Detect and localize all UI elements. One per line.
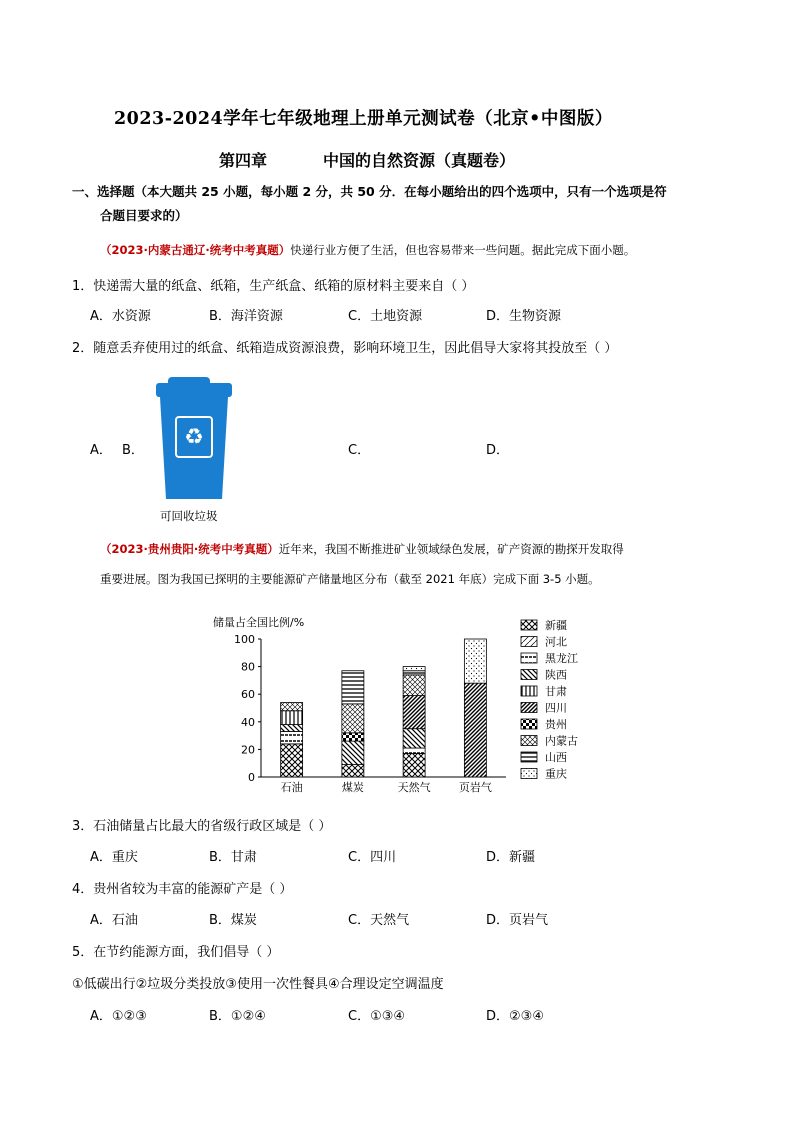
q4-option-c[interactable]: C．天然气 (348, 913, 410, 928)
legend-swatch (521, 686, 537, 696)
bar-segment-内蒙古 (403, 675, 425, 696)
bar-segment-新疆 (281, 744, 303, 777)
legend-swatch (521, 703, 537, 713)
q5-option-b[interactable]: B．①②④ (209, 1009, 266, 1024)
q1-option-b[interactable]: B．海洋资源 (209, 309, 283, 324)
legend-label: 贵州 (545, 718, 567, 731)
q3-option-b[interactable]: B．甘肃 (209, 850, 257, 865)
legend-swatch (521, 670, 537, 680)
legend-label: 甘肃 (545, 685, 567, 698)
x-tick-label: 天然气 (397, 781, 431, 794)
passage-text: 近年来，我国不断推进矿业领域绿色发展，矿产资源的勘探开发取得 (278, 542, 624, 556)
y-tick-label: 80 (241, 660, 255, 674)
q3-option-a[interactable]: A．重庆 (90, 850, 138, 865)
q5-option-a[interactable]: A．①②③ (90, 1009, 147, 1024)
question-5-statements: ①低碳出行②垃圾分类投放③使用一次性餐具④合理设定空调温度 (72, 977, 444, 992)
bar-segment-重庆 (464, 639, 486, 683)
passage-1 (100, 242, 635, 258)
legend-label: 四川 (545, 701, 567, 715)
q2-option-a[interactable]: A． (90, 443, 112, 458)
q2-option-d[interactable]: D． (486, 443, 510, 458)
legend-swatch (521, 719, 537, 729)
q1-option-a[interactable]: A．水资源 (90, 309, 151, 324)
page-title: 2023-2024学年七年级地理上册单元测试卷（北京•中图版） (114, 109, 613, 129)
question-1-stem: 1．快递需大量的纸盒、纸箱，生产纸盒、纸箱的原材料主要来自（ ） (72, 279, 475, 294)
y-tick-label: 100 (234, 633, 255, 646)
bar-segment-甘肃 (281, 711, 303, 725)
legend-swatch (521, 752, 537, 762)
legend-label: 山西 (545, 751, 567, 764)
legend-swatch (521, 653, 537, 663)
q4-option-d[interactable]: D．页岩气 (486, 913, 549, 928)
bar-segment-陕西 (342, 741, 364, 764)
question-2-stem: 2．随意丢弃使用过的纸盒、纸箱造成资源浪费，影响环境卫生，因此倡导大家将其投放至（ ） (72, 341, 618, 356)
legend-label: 河北 (545, 635, 567, 649)
chapter-title: 中国的自然资源（真题卷） (323, 151, 516, 170)
passage-text: 快递行业方便了生活，但也容易带来一些问题。据此完成下面小题。 (290, 243, 636, 257)
q2-option-c[interactable]: C． (348, 443, 371, 458)
bar-segment-山西 (342, 671, 364, 704)
bar-segment-重庆 (403, 667, 425, 671)
bar-segment-四川 (464, 683, 486, 777)
passage-source: （2023·贵州贵阳·统考中考真题） (100, 542, 279, 556)
bar-segment-黑龙江 (281, 731, 303, 743)
recycle-bin-icon (156, 377, 232, 499)
bar-segment-陕西 (281, 725, 303, 732)
legend-swatch (521, 620, 537, 630)
legend-label: 重庆 (545, 767, 567, 781)
legend-label: 内蒙古 (545, 734, 578, 748)
q2-option-b[interactable]: B． (122, 443, 144, 458)
x-tick-label: 页岩气 (458, 781, 492, 794)
bar-segment-新疆 (403, 754, 425, 777)
bar-segment-内蒙古 (281, 702, 303, 710)
question-4-stem: 4．贵州省较为丰富的能源矿产是（ ） (72, 882, 293, 897)
bar-segment-内蒙古 (342, 704, 364, 733)
recycle-symbol-icon: ♻ (184, 425, 204, 450)
q1-option-d[interactable]: D．生物资源 (486, 309, 562, 324)
question-3-stem: 3．石油储量占比最大的省级行政区域是（ ） (72, 819, 332, 834)
legend-label: 黑龙江 (545, 652, 578, 665)
bin-label: 可回收垃圾 (160, 509, 218, 523)
q3-option-c[interactable]: C．四川 (348, 850, 397, 865)
y-tick-label: 40 (241, 715, 255, 729)
legend-swatch (521, 769, 537, 779)
q5-option-d[interactable]: D．②③④ (486, 1009, 544, 1024)
q1-option-c[interactable]: C．土地资源 (348, 309, 423, 324)
y-tick-label: 60 (241, 688, 255, 702)
legend-swatch (521, 637, 537, 647)
question-5-stem: 5．在节约能源方面，我们倡导（ ） (72, 945, 280, 960)
legend-swatch (521, 736, 537, 746)
q3-option-d[interactable]: D．新疆 (486, 850, 536, 865)
section-heading-cont: 合题目要求的） (100, 208, 188, 223)
y-tick-label: 0 (248, 771, 255, 784)
bar-segment-新疆 (342, 765, 364, 777)
chapter-label: 第四章 (219, 151, 268, 170)
legend-label: 新疆 (545, 619, 567, 632)
bar-segment-山西 (403, 671, 425, 675)
bar-segment-四川 (403, 696, 425, 729)
section-heading: 一、选择题（本大题共 25 小题，每小题 2 分，共 50 分．在每小题给出的四个选项中，只有一个选项是符 (72, 184, 667, 199)
x-tick-label: 煤炭 (341, 781, 364, 794)
bar-segment-贵州 (342, 733, 364, 741)
q4-option-b[interactable]: B．煤炭 (209, 913, 257, 928)
passage-2-cont: 重要进展。图为我国已探明的主要能源矿产储量地区分布（截至 2021 年底）完成下面 3-5 小题。 (100, 572, 600, 586)
legend-label: 陕西 (545, 668, 567, 682)
passage-source: （2023·内蒙古通辽·统考中考真题） (100, 243, 291, 257)
y-axis-label: 储量占全国比例/% (213, 616, 305, 629)
passage-2 (100, 541, 624, 557)
q4-option-a[interactable]: A．石油 (90, 913, 138, 928)
q5-option-c[interactable]: C．①③④ (348, 1009, 406, 1024)
bar-segment-陕西 (403, 729, 425, 748)
x-tick-label: 石油 (280, 781, 303, 794)
energy-reserve-chart (205, 612, 605, 800)
y-tick-label: 20 (241, 743, 255, 757)
recycle-bin-illustration (150, 375, 240, 505)
bar-segment-黑龙江 (403, 748, 425, 754)
